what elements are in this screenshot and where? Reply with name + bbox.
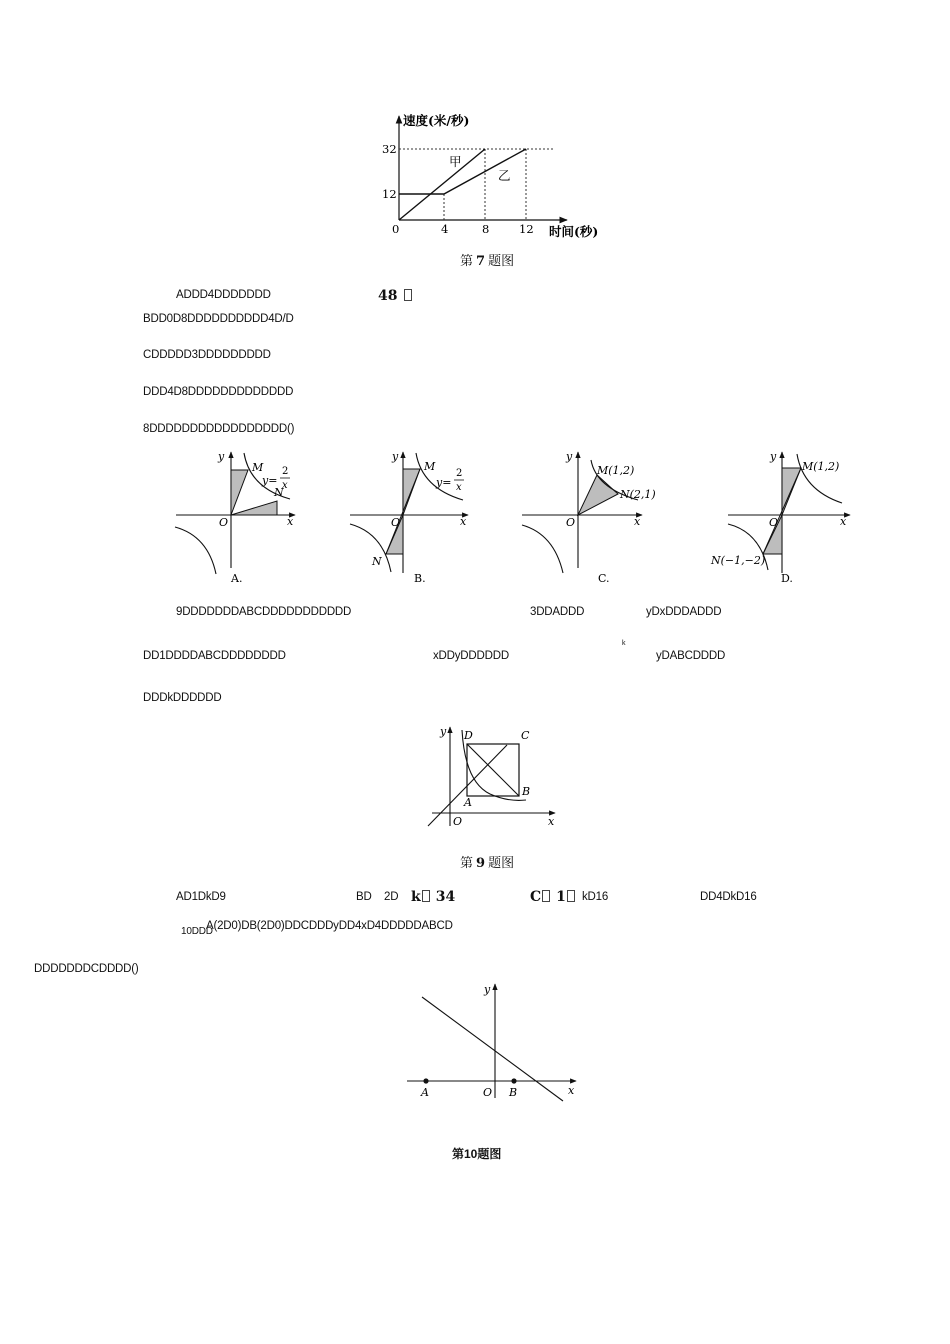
fig7-xtick-8: 8	[482, 222, 490, 236]
q7-line-a: ADDD4DDDDDDD	[176, 289, 271, 301]
option-b-y-label: y	[392, 450, 399, 463]
q10-prefix: 10DDD	[181, 926, 213, 937]
option-b-n: N	[372, 555, 382, 568]
answer-a9: DD4DkD16	[700, 891, 757, 903]
figure-7-velocity-graph	[370, 108, 610, 243]
option-b-origin: O	[391, 516, 401, 529]
q7-line-d: DDD4D8DDDDDDDDDDDDD	[143, 386, 294, 398]
fig9-label-c: C	[521, 729, 530, 742]
figure-9-caption: 第 9 题图	[460, 856, 515, 871]
fig10-label-o: O	[483, 1086, 493, 1099]
missing-glyph-box	[422, 890, 430, 902]
answer-a3: 2D	[384, 891, 399, 903]
fig9-label-b: B	[522, 785, 531, 798]
fig9-label-x: x	[548, 815, 555, 828]
missing-glyph-box	[404, 289, 412, 301]
option-a-n: N	[274, 486, 284, 499]
fig10-line	[422, 997, 563, 1101]
fig9-label-o: O	[453, 815, 463, 828]
fig10-label-a: A	[421, 1086, 429, 1099]
answer-a8: kD16	[582, 891, 609, 903]
missing-glyph-box	[542, 890, 550, 902]
option-d-y-label: y	[770, 450, 777, 463]
q7-score: 48	[378, 288, 412, 304]
q9-line1-b: 3DDADDD	[530, 606, 585, 618]
option-a-origin: O	[219, 516, 229, 529]
figure-10-caption: 第10题图	[452, 1147, 502, 1161]
answer-a1: AD1DkD9	[176, 891, 226, 903]
option-c-label: C.	[598, 572, 610, 585]
option-a-shaded-n	[231, 501, 277, 515]
fig7-ytick-32: 32	[382, 142, 397, 156]
fig7-series-jia	[399, 149, 485, 220]
option-c-y-label: y	[566, 450, 573, 463]
option-a-curve-lower	[175, 527, 216, 574]
option-b-func-y: y=	[436, 476, 452, 489]
q9-line2-c: yDABCDDDD	[656, 650, 726, 662]
fig7-ytick-12: 12	[382, 187, 397, 201]
option-d-n: N(−1,−2)	[711, 554, 766, 567]
option-a-label: A.	[231, 572, 243, 585]
fig7-xtick-4: 4	[441, 222, 449, 236]
q10-line2: DDDDDDDCDDDD()	[34, 963, 139, 975]
fig10-label-x: x	[568, 1084, 575, 1097]
fig7-label-jia: 甲	[449, 154, 462, 169]
answer-a6: C 1	[530, 889, 575, 905]
option-b-func-den: x	[456, 482, 462, 493]
q9-line1-a: 9DDDDDDDABCDDDDDDDDDDD	[176, 606, 352, 618]
q9-line2-k: k	[622, 640, 626, 647]
option-d-x-label: x	[840, 515, 847, 528]
option-b-label: B.	[414, 572, 426, 585]
fig10-label-y: y	[484, 983, 491, 996]
figure-9-square-hyperbola	[420, 722, 570, 832]
q10-line1: A(2D0)DB(2D0)DDCDDDyDD4xD4DDDDDABCD	[206, 920, 453, 932]
fig7-xtick-0: 0	[392, 222, 400, 236]
option-a-x-label: x	[287, 515, 294, 528]
figure-7-caption: 第 7 题图	[460, 254, 515, 269]
q7-line-c: CDDDDD3DDDDDDDDD	[143, 349, 271, 361]
option-c-shaded-omn	[578, 475, 618, 515]
option-b-func-num: 2	[456, 468, 463, 479]
q9-line2-a: DD1DDDDABCDDDDDDDD	[143, 650, 286, 662]
option-d-label: D.	[781, 572, 793, 585]
fig7-xlabel: 时间(秒)	[549, 224, 599, 239]
fig7-ylabel: 速度(米/秒)	[403, 113, 470, 128]
option-c-origin: O	[566, 516, 576, 529]
q8-option-c[interactable]	[522, 450, 656, 585]
missing-glyph-box	[567, 890, 575, 902]
q8-option-b[interactable]	[350, 450, 468, 585]
option-a-func-num: 2	[282, 466, 289, 477]
fig9-label-d: D	[464, 729, 473, 742]
q8-stem: 8DDDDDDDDDDDDDDDDD()	[143, 423, 295, 435]
q9-line1-c: yDxDDDADDD	[646, 606, 722, 618]
fig9-diagonal-db	[467, 744, 519, 796]
fig9-label-a: A	[464, 796, 472, 809]
option-b-curve-lower	[350, 524, 391, 572]
fig10-label-b: B	[509, 1086, 518, 1099]
option-b-m: M	[424, 460, 436, 473]
q9-line3: DDDkDDDDDD	[143, 692, 222, 704]
option-c-m: M(1,2)	[597, 464, 635, 477]
fig10-point-a	[423, 1078, 428, 1083]
option-a-shaded-m	[231, 470, 248, 515]
option-c-x-label: x	[634, 515, 641, 528]
answer-a2: BD	[356, 891, 372, 903]
option-b-x-label: x	[460, 515, 467, 528]
fig7-xtick-12: 12	[519, 222, 534, 236]
fig9-label-y: y	[440, 725, 447, 738]
q9-line2-b: xDDyDDDDDD	[433, 650, 509, 662]
option-c-n: N(2,1)	[620, 488, 656, 501]
option-a-y-label: y	[218, 450, 225, 463]
answer-a4: k 34	[411, 889, 456, 905]
option-a-func-y: y=	[262, 474, 278, 487]
q8-option-d[interactable]	[710, 450, 850, 585]
q7-line-b: BDD0D8DDDDDDDDDD4D/D	[143, 313, 294, 325]
q8-options-figures	[170, 448, 860, 588]
fig7-label-yi: 乙	[498, 168, 511, 183]
option-a-m: M	[252, 461, 264, 474]
option-c-curve-lower	[522, 525, 563, 573]
option-d-m: M(1,2)	[802, 460, 840, 473]
fig10-point-b	[511, 1078, 516, 1083]
option-d-origin: O	[769, 516, 779, 529]
q8-option-a[interactable]	[175, 450, 295, 585]
figure-10-line-graph	[400, 980, 590, 1102]
option-a-func-den: x	[282, 480, 288, 491]
